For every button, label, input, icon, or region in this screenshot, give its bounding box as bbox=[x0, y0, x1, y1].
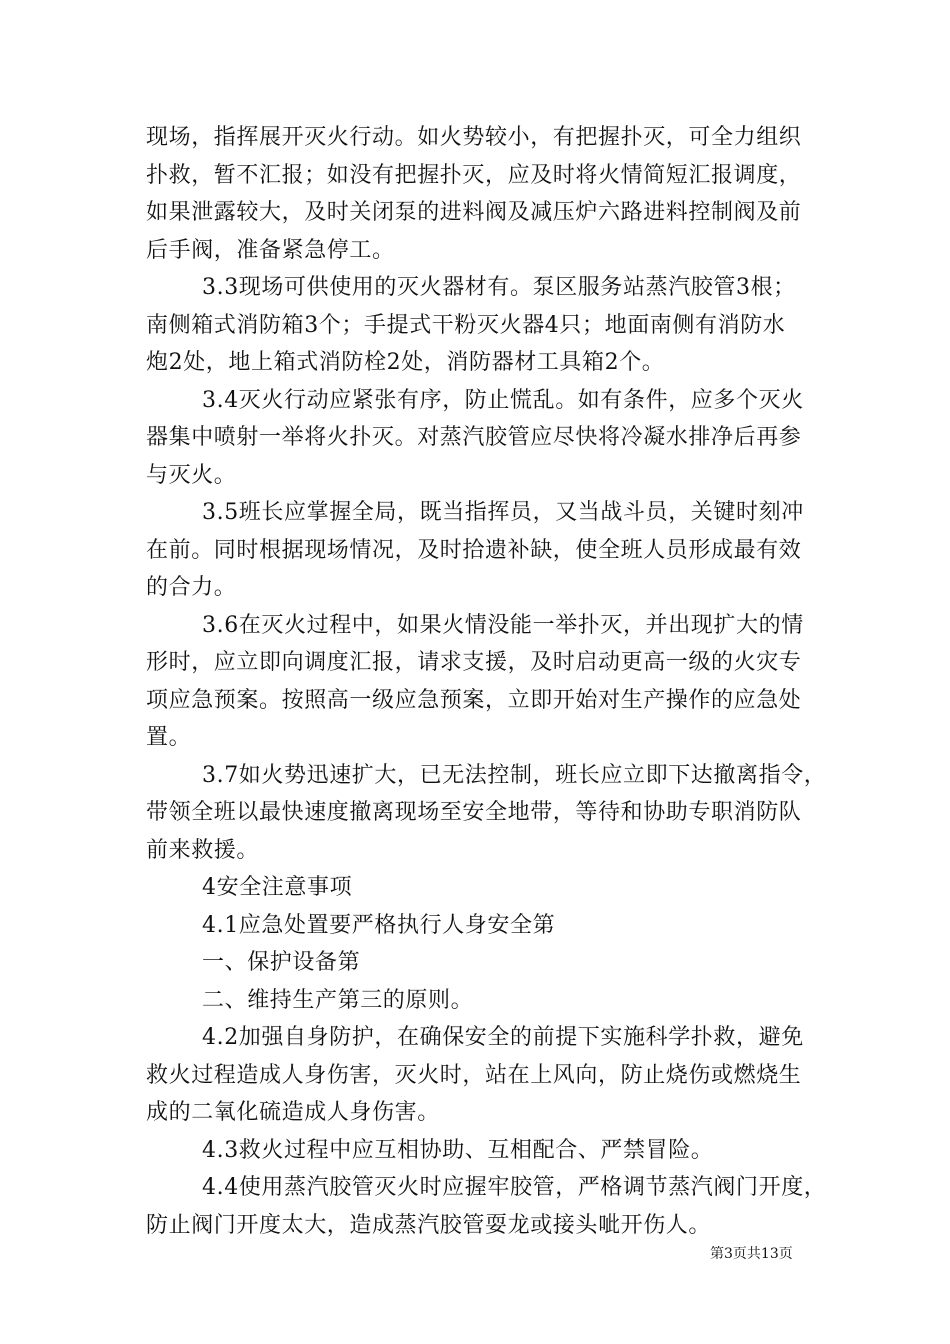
text-line: 的合力。 bbox=[146, 575, 237, 600]
text-line: 在前。同时根据现场情况，及时拾遗补缺，使全班人员形成最有效 bbox=[146, 537, 802, 563]
text-line: 3.6在灭火过程中，如果火情没能一举扑灭，并出现扩大的情 bbox=[202, 612, 804, 638]
text-line: 前来救援。 bbox=[146, 837, 260, 863]
text-line: 与灭火。 bbox=[146, 462, 237, 488]
text-line: 扑救，暂不汇报；如没有把握扑灭，应及时将火情简短汇报调度， bbox=[146, 162, 802, 188]
text-line: 3.7如火势迅速扩大，已无法控制，班长应立即下达撤离指令， bbox=[202, 762, 827, 788]
text-line: 一、保护设备第 bbox=[202, 950, 361, 975]
text-line: 置。 bbox=[146, 725, 192, 750]
text-line: 如果泄露较大，及时关闭泵的进料阀及减压炉六路进料控制阀及前 bbox=[146, 200, 802, 225]
text-line: 器集中喷射一举将火扑灭。对蒸汽胶管应尽快将冷凝水排净后再参 bbox=[146, 425, 802, 450]
text-line: 4安全注意事项 bbox=[202, 875, 353, 900]
text-line: 4.4使用蒸汽胶管灭火时应握牢胶管，严格调节蒸汽阀门开度， bbox=[202, 1175, 827, 1200]
document-body bbox=[146, 119, 827, 1244]
text-line: 炮2处，地上箱式消防栓2处，消防器材工具箱2个。 bbox=[146, 350, 665, 375]
text-line: 南侧箱式消防箱3个；手提式干粉灭火器4只；地面南侧有消防水 bbox=[146, 312, 786, 338]
text-line: 4.1应急处置要严格执行人身安全第 bbox=[202, 912, 556, 938]
text-line: 救火过程造成人身伤害，灭火时，站在上风向，防止烧伤或燃烧生 bbox=[146, 1062, 802, 1088]
text-line: 现场，指挥展开灭火行动。如火势较小，有把握扑灭，可全力组织 bbox=[146, 125, 802, 150]
text-line: 形时，应立即向调度汇报，请求支援，及时启动更高一级的火灾专 bbox=[146, 650, 802, 675]
text-line: 带领全班以最快速度撤离现场至安全地带，等待和协助专职消防队 bbox=[146, 800, 802, 825]
text-line: 3.4灭火行动应紧张有序，防止慌乱。如有条件，应多个灭火 bbox=[202, 387, 804, 413]
text-line: 4.3救火过程中应互相协助、互相配合、严禁冒险。 bbox=[202, 1137, 714, 1163]
text-line: 防止阀门开度太大，造成蒸汽胶管耍龙或接头呲开伤人。 bbox=[146, 1212, 712, 1238]
text-line: 项应急预案。按照高一级应急预案，立即开始对生产操作的应急处 bbox=[146, 687, 802, 713]
text-line: 后手阀，准备紧急停工。 bbox=[146, 237, 395, 263]
text-line: 4.2加强自身防护，在确保安全的前提下实施科学扑救，避免 bbox=[202, 1025, 804, 1050]
text-line: 3.3现场可供使用的灭火器材有。泵区服务站蒸汽胶管3根； bbox=[202, 275, 796, 300]
page-footer: 第3页共13页 bbox=[710, 1246, 793, 1262]
text-line: 3.5班长应掌握全局，既当指挥员，又当战斗员，关键时刻冲 bbox=[202, 500, 804, 525]
text-line: 成的二氧化硫造成人身伤害。 bbox=[146, 1100, 440, 1125]
text-line: 二、维持生产第三的原则。 bbox=[202, 987, 474, 1013]
